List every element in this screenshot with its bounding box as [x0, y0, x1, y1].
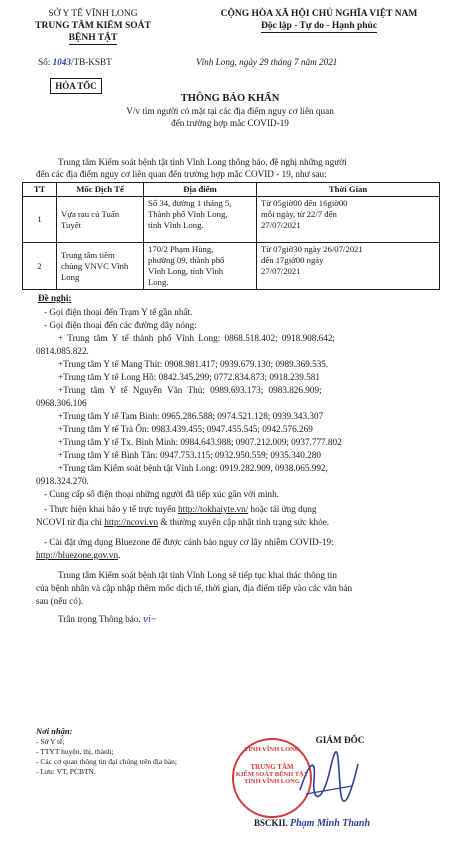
- request-line: 0918.324.270.: [36, 476, 89, 486]
- header-dia-diem: Địa điểm: [144, 183, 257, 197]
- recipients: [36, 726, 216, 777]
- recipients-heading: Nơi nhận:: [36, 726, 73, 736]
- cell-tt: 2: [23, 243, 57, 290]
- header-tt: TT: [23, 183, 57, 197]
- recipient-item: - TTYT huyện, thị, thành;: [36, 747, 114, 756]
- request-line: +Trung tâm Y tế Nguyễn Văn Thủ: 0989.693.173; 0983.826.909;: [58, 385, 322, 395]
- title-block: [0, 92, 460, 129]
- nation-name: CỘNG HÒA XÃ HỘI CHỦ NGHĨA VIỆT NAM: [220, 9, 418, 19]
- header-moc: Mốc Dịch Tể: [57, 183, 144, 197]
- request-line: +Trung tâm Y tế Tx. Bình Minh: 0984.643.988; 0907.212.009; 0937.777.802: [58, 437, 342, 447]
- closing-line: Trung tâm Kiểm soát bệnh tật tỉnh Vĩnh Long sẽ tiếp tục khai thác thông tin: [58, 570, 337, 580]
- request-line: - Gọi điện thoại đến các đường dây nóng:: [44, 320, 197, 330]
- cell-moc: Trung tâm tiêm chủng VNVC Vĩnh Long: [57, 243, 144, 290]
- place-date: Vĩnh Long, ngày 29 tháng 7 năm 2021: [196, 57, 338, 67]
- request-line: 0814.085.822.: [36, 346, 89, 356]
- center-name-line2: BỆNH TẬT: [68, 33, 118, 43]
- signer-name-line: BSCKII. Phạm Minh Thanh: [254, 818, 371, 829]
- table-row: [23, 197, 440, 243]
- doc-number-handwritten: 1043: [52, 57, 71, 67]
- request-line: - Gọi điện thoại đến Trạm Y tế gần nhất.: [44, 307, 193, 317]
- cell-dia-diem: Số 34, đường 1 tháng 5, Thành phố Vĩnh Long, tỉnh Vĩnh Long.: [144, 197, 257, 243]
- motto: Độc lập - Tự do - Hạnh phúc: [260, 21, 378, 31]
- request-line: +Trung tâm Y tế Bình Tân: 0947.753.115; 0932.950.559; 0935.340.280: [58, 450, 321, 460]
- signer-role: GIÁM ĐỐC: [315, 735, 365, 745]
- page-title: THÔNG BÁO KHẨN: [180, 93, 280, 104]
- recipient-item: - Lưu: VT, PCBTN.: [36, 767, 96, 776]
- recipient-item: - Sở Y tế;: [36, 737, 65, 746]
- table-row: [23, 243, 440, 290]
- ministry-name: SỞ Y TẾ VĨNH LONG: [48, 9, 138, 19]
- request-line: +Trung tâm Kiểm soát bệnh tật Vĩnh Long: 0919.282.909, 0938.065.992,: [58, 463, 328, 473]
- ncovi-link[interactable]: http://ncovi.vn: [104, 517, 159, 527]
- request-line: - Cung cấp số điện thoại những người đã tiếp xúc gần với mình.: [44, 489, 280, 499]
- subtitle-line2: đến trường hợp mắc COVID-19: [171, 118, 289, 128]
- recipient-item: - Các cơ quan thông tin đại chúng trên địa bàn;: [36, 757, 178, 766]
- bluezone-line: - Cài đặt ứng dụng Bluezone để được cảnh báo nguy cơ lây nhiễm COVID-19:: [44, 537, 334, 547]
- cell-thoi-gian: Từ 07giờ30 ngày 26/07/2021 đến 17giờ00 ngày 27/07/2021: [257, 243, 440, 290]
- request-heading: Đề nghị:: [38, 293, 72, 303]
- initials-mark: ⅵ~: [142, 614, 157, 624]
- request-list: [36, 306, 446, 626]
- request-line: +Trung tâm Y tế Tam Bình: 0965.286.588; 0974.521.128; 0939.343.307: [58, 411, 324, 421]
- cell-thoi-gian: Từ 05giờ00 đến 16giờ00 mỗi ngày, từ 22/7 đến 27/07/2021: [257, 197, 440, 243]
- issuer-block: [8, 8, 178, 45]
- closing-line: của bệnh nhân và cập nhập thêm mốc dịch tể, thời gian, địa điểm tiếp vào các văn bản: [36, 583, 353, 593]
- urgent-label: HỎA TỐC: [50, 78, 102, 94]
- center-name-line1: TRUNG TÂM KIỂM SOÁT: [35, 21, 151, 31]
- handwritten-signature: [292, 750, 362, 810]
- request-line: +Trung tâm Y tế Mang Thít: 0908.981.417; 0939.679.130; 0989.369.535.: [58, 359, 329, 369]
- intro-line1: Trung tâm Kiểm soát bệnh tật tỉnh Vĩnh Long thông báo, đề nghị những người: [58, 157, 347, 167]
- request-line: +Trung tâm Y tế Long Hồ: 0842.345.299; 0772.834.873; 0918.239.581: [58, 372, 320, 382]
- cell-moc: Vựa rau củ Tuấn Tuyết: [57, 197, 144, 243]
- tokhaiyte-link[interactable]: http://tokhaiyte.vn/: [178, 504, 249, 514]
- cell-dia-diem: 170/2 Phạm Hùng, phường 09, thành phố Vĩnh Long, tỉnh Vĩnh Long.: [144, 243, 257, 290]
- closing-line: sau (nếu có).: [36, 596, 84, 606]
- request-line: +Trung tâm Y tế Trà Ôn: 0983.439.455; 0947.455.545; 0942.576.269: [58, 424, 313, 434]
- signer-name: Phạm Minh Thanh: [290, 818, 371, 829]
- table-header-row: [23, 183, 440, 197]
- subtitle-line1: V/v tìm người có mặt tại các địa điểm nguy cơ liên quan: [126, 106, 334, 116]
- regards-line: Trân trọng Thông báo. ⅵ~: [58, 614, 157, 624]
- cell-tt: 1: [23, 197, 57, 243]
- locations-table: [22, 182, 440, 290]
- header-thoi-gian: Thời Gian: [257, 183, 440, 197]
- intro-line2: đến các địa điểm nguy cơ liên quan đến trường hợp mắc COVID - 19, như sau:: [36, 169, 327, 179]
- official-seal: TỈNH VĨNH LONG TRUNG TÂM KIỂM SOÁT BỆNH TẬT TỈNH VĨNH LONG: [232, 738, 312, 818]
- bluezone-link-line: http://bluezone.gov.vn.: [36, 550, 121, 560]
- ncovi-line: NCOVI từ địa chỉ http://ncovi.vn & thường xuyên cập nhật tình trạng sức khỏe.: [36, 517, 330, 527]
- request-line: + Trung tâm Y tế thành phố Vĩnh Long: 0868.518.402; 0918.908.642;: [58, 333, 335, 343]
- bluezone-link[interactable]: http://bluezone.gov.vn: [36, 550, 119, 560]
- doc-number: Số: 1043/TB-KSBT: [38, 57, 112, 67]
- declare-line: - Thực hiện khai báo y tế trực tuyến http://tokhaiyte.vn/ hoặc tải ứng dụng: [44, 504, 317, 514]
- nation-block: [178, 8, 460, 33]
- request-line: 0968.306.106: [36, 398, 87, 408]
